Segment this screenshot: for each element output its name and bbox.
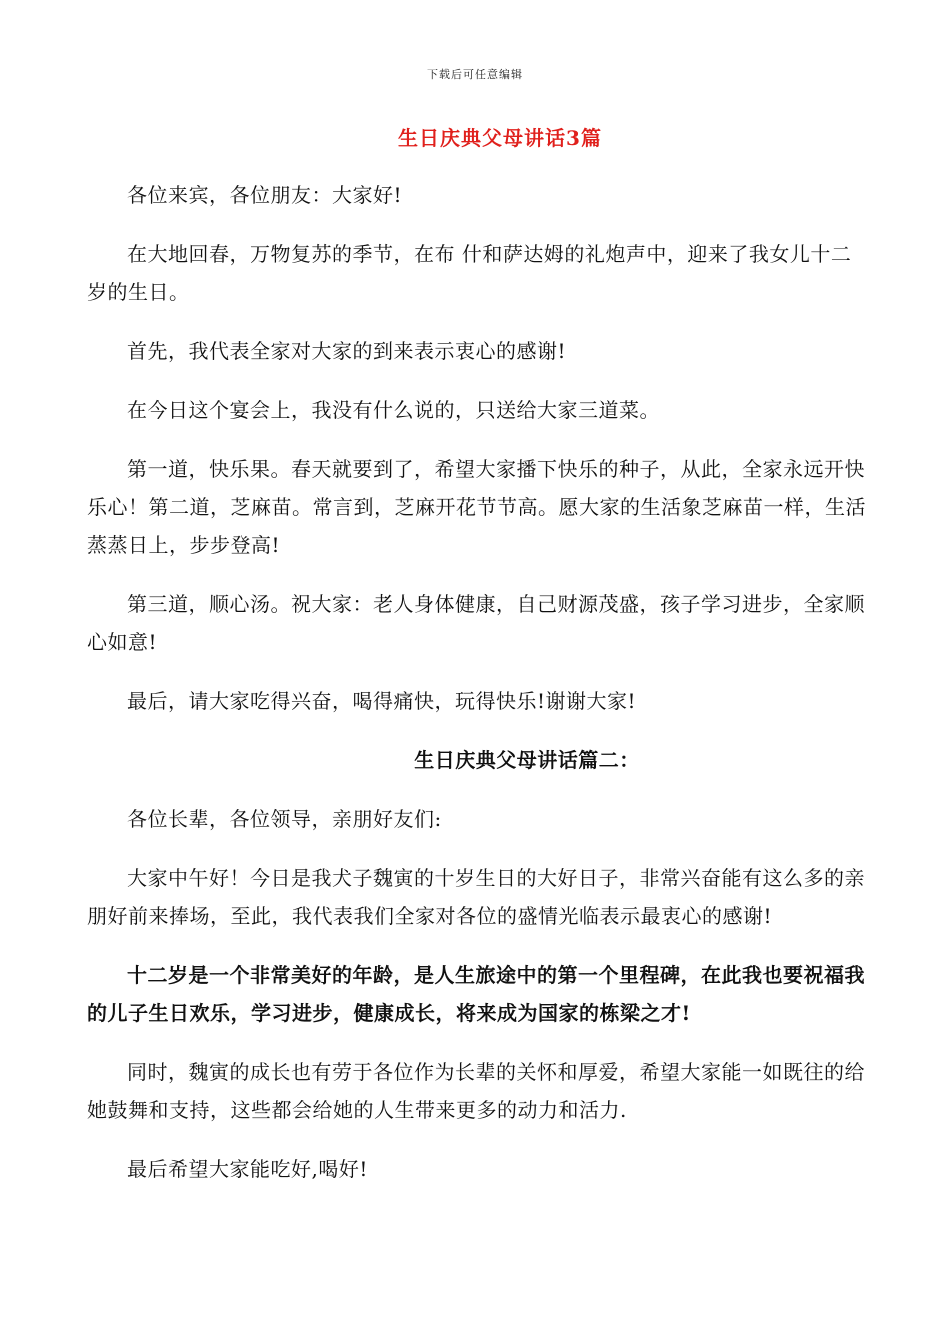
paragraph-third-dish: 第三道，顺心汤。祝大家：老人身体健康，自己财源茂盛，孩子学习进步，全家顺心如意! <box>87 592 865 654</box>
document-title: 生日庆典父母讲话3篇 <box>398 126 602 150</box>
paragraph-thanks: 首先，我代表全家对大家的到来表示衷心的感谢! <box>127 339 567 363</box>
paragraph-three-dishes: 在今日这个宴会上，我没有什么说的，只送给大家三道菜。 <box>127 398 660 422</box>
paragraph-greeting: 各位来宾，各位朋友：大家好! <box>127 183 403 207</box>
paragraph-spring: 在大地回春，万物复苏的季节，在布 什和萨达姆的礼炮声中，迎来了我女儿十二岁的生日。 <box>87 242 852 304</box>
paragraph-s2-greeting: 各位长辈，各位领导，亲朋好友们: <box>127 807 442 831</box>
paragraph-s2-welcome: 大家中午好！今日是我犬子魏寅的十岁生日的大好日子，非常兴奋能有这么多的亲朋好前来捧场，至此，我代表我们全家对各位的盛情光临表示最衷心的感谢! <box>87 866 865 928</box>
paragraph-s2-closing: 最后希望大家能吃好,喝好! <box>127 1157 368 1181</box>
header-note: 下载后可任意编辑 <box>427 68 523 81</box>
paragraph-s2-blessing: 十二岁是一个非常美好的年龄，是人生旅途中的第一个里程碑，在此我也要祝福我的儿子生日欢乐，学习进步，健康成长，将来成为国家的栋梁之才! <box>87 963 865 1025</box>
document-body <box>87 176 867 1209</box>
section-heading-2: 生日庆典父母讲话篇二： <box>414 748 640 772</box>
paragraph-first-second-dish: 第一道，快乐果。春天就要到了，希望大家播下快乐的种子，从此，全家永远开快乐心！第二道，芝麻苗。常言到，芝麻开花节节高。愿大家的生活象芝麻苗一样，生活蒸蒸日上，步步登高! <box>87 457 866 557</box>
paragraph-closing: 最后，请大家吃得兴奋，喝得痛快，玩得快乐!谢谢大家! <box>127 689 637 713</box>
paragraph-s2-gratitude: 同时，魏寅的成长也有劳于各位作为长辈的关怀和厚爱，希望大家能一如既往的给她鼓舞和支持，这些都会给她的人生带来更多的动力和活力. <box>87 1060 865 1122</box>
